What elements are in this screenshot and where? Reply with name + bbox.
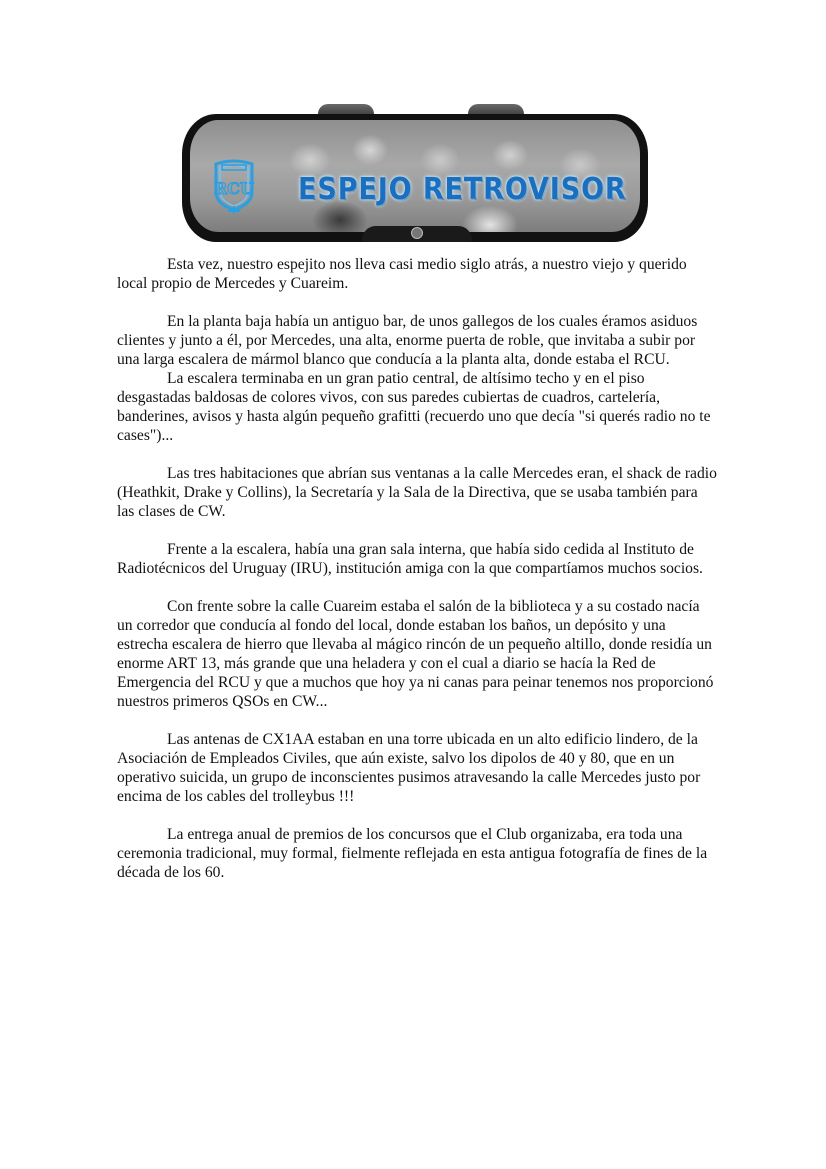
paragraph: La escalera terminaba en un gran patio central, de altísimo techo y en el piso desgastadas baldosas de colores vivos, con sus paredes cubiertas de cuadros, cartelería, banderines, avisos y hasta algún pequeño grafitti (recuerdo uno que decía "si querés radio no te cases")...: [117, 370, 711, 444]
rearview-mirror-frame: [182, 114, 648, 242]
paragraph: Con frente sobre la calle Cuareim estaba el salón de la biblioteca y a su costado nacía un corredor que conducía al fondo del local, donde estaban los baños, un depósito y una estrecha escalera de hierro que llevaba al mágico rincón de un pequeño altillo, donde residía un enorme ART 13, más grande que una heladera y con el cual a diario se hacía la Red de Emergencia del RCU y que a muchos que hoy ya ni canas para peinar tenemos nos proporcionó nuestros primeros QSOs en CW...: [117, 598, 714, 710]
rcu-shield-logo-icon: [212, 156, 256, 216]
mirror-button-icon: [411, 227, 423, 239]
article-body: [117, 255, 717, 882]
paragraph: Las antenas de CX1AA estaban en una torre ubicada en un alto edificio lindero, de la Asociación de Empleados Civiles, que aún existe, salvo los dipolos de 40 y 80, que en un operativo suicida, un grupo de inconscientes pusimos atravesando la calle Mercedes justo por encima de los cables del trolleybus !!!: [117, 731, 701, 805]
vintage-group-photo: [190, 120, 640, 232]
paragraph: Esta vez, nuestro espejito nos lleva casi medio siglo atrás, a nuestro viejo y querido local propio de Mercedes y Cuareim.: [117, 256, 687, 292]
svg-text:RCU: RCU: [214, 179, 254, 198]
paragraph: En la planta baja había un antiguo bar, de unos gallegos de los cuales éramos asiduos clientes y junto a él, por Mercedes, una alta, enorme puerta de roble, que invitaba a subir por una larga escalera de mármol blanco que conducía a la planta alta, donde estaba el RCU.: [117, 313, 698, 368]
banner-title: ESPEJO RETROVISOR: [298, 172, 627, 207]
paragraph: La entrega anual de premios de los concursos que el Club organizaba, era toda una ceremonia tradicional, muy formal, fielmente reflejada en esta antigua fotografía de fines de la década de los 60.: [117, 826, 708, 881]
paragraph: Las tres habitaciones que abrían sus ventanas a la calle Mercedes eran, el shack de radio (Heathkit, Drake y Collins), la Secretaría y la Sala de la Directiva, que se usaba también para las clases de CW.: [117, 465, 717, 520]
header-banner: [182, 104, 648, 244]
paragraph: Frente a la escalera, había una gran sala interna, que había sido cedida al Instituto de Radiotécnicos del Uruguay (IRU), institución amiga con la que compartíamos muchos socios.: [117, 541, 703, 577]
